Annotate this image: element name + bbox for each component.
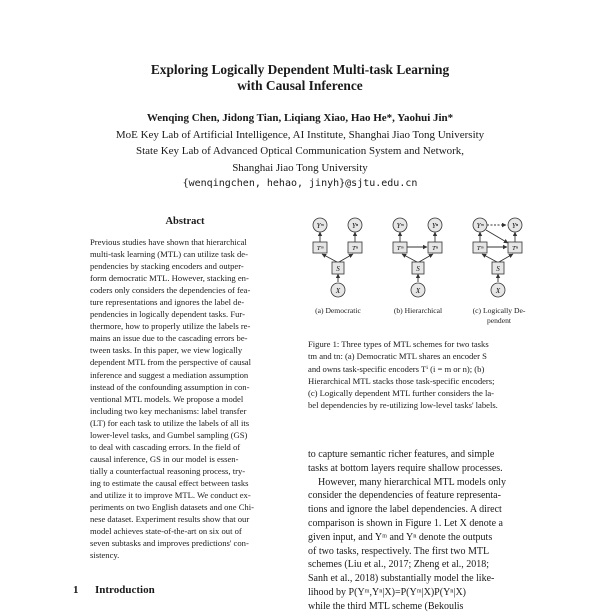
abstract-line-25: model achieves state-of-the-art on six out of: [90, 526, 242, 537]
s-label-b: S: [416, 265, 420, 273]
abstract-heading: Abstract: [165, 216, 205, 227]
body-line-6: comparison is shown in Figure 1. Let X denote a: [308, 517, 503, 529]
abstract-line-16: (LT) for each task to utilize the labels of all its: [90, 417, 250, 428]
affiliation-line-3: Shanghai Jiao Tong University: [232, 161, 368, 174]
body-text-right-column: [308, 448, 533, 614]
subfigure-label-a: (a) Democratic: [315, 306, 361, 315]
body-line-12: while the third MTL scheme (Bekoulis: [308, 600, 464, 612]
abstract-line-10: tween tasks. In this paper, we view logically: [90, 345, 243, 356]
body-line-5: tions and ignore the label dependencies. A direct: [308, 504, 502, 516]
caption-line-6: bel dependencies by re-utilizing low-level tasks' labels.: [308, 400, 498, 411]
abstract-line-2: multi-task learning (MTL) can utilize task de-: [90, 249, 248, 260]
body-line-8: of two tasks, respectively. The first two MTL: [308, 545, 490, 557]
body-line-2: tasks at bottom layers require shallow processes.: [308, 462, 503, 474]
caption-line-4: Hierarchical MTL stacks those task-specific encoders;: [308, 375, 495, 386]
ym-label-a: Yᵐ: [316, 222, 324, 230]
affiliation-line-1: MoE Key Lab of Artificial Intelligence, AI Institute, Shanghai Jiao Tong University: [115, 128, 485, 141]
abstract-line-26: seven subtasks and improves predictions' con-: [90, 538, 249, 549]
abstract-line-23: periments on two English datasets and one Chi-: [90, 502, 254, 513]
yn-label-c: Yⁿ: [511, 222, 519, 230]
ym-label-c: Yᵐ: [476, 222, 484, 230]
caption-line-1: Figure 1: Three types of MTL schemes for two tasks: [308, 339, 489, 349]
abstract-line-22: and utilize it to improve MTL. We conduct ex-: [90, 489, 251, 500]
ym-label-b: Yᵐ: [396, 222, 404, 230]
paper-title: [0, 62, 600, 94]
abstract-line-7: pendencies in logically dependent tasks. Fur-: [90, 309, 245, 320]
x-label-a: X: [335, 287, 341, 295]
subfigure-hierarchical: [393, 218, 442, 297]
abstract-line-24: nese dataset. Experiment results show that our: [90, 514, 250, 525]
abstract-line-5: coders only considers the dependencies of fea-: [90, 285, 251, 296]
abstract-line-4: form democratic MTL. However, stacking en-: [90, 273, 249, 284]
section-heading: [73, 584, 155, 596]
abstract-line-20: tially a counterfactual reasoning process, try-: [90, 465, 246, 476]
abstract-body: [90, 236, 280, 561]
caption-line-2: tm and tn: (a) Democratic MTL shares an encoder S: [308, 351, 487, 362]
tm-label-c: Tᵐ: [476, 245, 484, 252]
s-label-c: S: [496, 265, 500, 273]
tn-label-c: Tⁿ: [512, 245, 518, 252]
figure-1: [308, 214, 530, 332]
s-label-a: S: [336, 265, 340, 273]
title-line-1: Exploring Logically Dependent Multi-task Learning: [150, 62, 450, 77]
abstract-line-13: instead of the confounding assumption in con-: [90, 381, 250, 392]
body-line-1: to capture semantic richer features, and simple: [308, 449, 495, 460]
yn-label-a: Yⁿ: [351, 222, 359, 230]
section-number: 1: [73, 584, 79, 596]
abstract-line-6: ture representations and ignores the label de-: [90, 297, 245, 308]
subfigure-democratic: [313, 218, 362, 297]
abstract-line-11: dependent MTL from the perspective of causal: [90, 357, 251, 368]
body-line-3: However, many hierarchical MTL models only: [318, 476, 507, 488]
subfigure-logically-dependent: [473, 218, 522, 297]
author-email: {wenqingchen, hehao, jinyh}@sjtu.edu.cn: [182, 178, 418, 189]
tm-label-b: Tᵐ: [396, 245, 404, 252]
tn-label-a: Tⁿ: [352, 245, 358, 252]
abstract-line-21: ing to estimate the causal effect between tasks: [90, 477, 249, 488]
abstract-line-19: causal inference, GS in our model is essen-: [90, 453, 239, 464]
body-line-11: lihood by P(Yᵐ,Yⁿ|X)=P(Yᵐ|X)P(Yⁿ|X): [308, 586, 466, 598]
tn-label-b: Tⁿ: [432, 245, 438, 252]
abstract-line-14: ventional MTL models. We propose a model: [90, 393, 244, 404]
author-block: [0, 110, 600, 193]
subfigure-label-c-line-1: (c) Logically De-: [472, 306, 526, 315]
caption-line-3: and owns task-specific encoders Tⁱ (i = m or n); (b): [308, 363, 485, 374]
body-line-10: Sanh et al., 2018) substantially model the like-: [308, 573, 495, 585]
section-title: Introduction: [95, 584, 155, 596]
x-label-b: X: [415, 287, 421, 295]
abstract-line-18: to deal with cascading errors. In the field of: [90, 441, 241, 452]
caption-line-5: (c) Logically dependent MTL further considers the la-: [308, 388, 495, 399]
abstract-line-17: lower-level tasks, and Gumbel sampling (GS): [90, 429, 248, 440]
body-line-4: consider the dependencies of feature representa-: [308, 490, 501, 502]
abstract-line-9: mains an issue due to the cascading errors be-: [90, 333, 248, 344]
x-label-c: X: [495, 287, 501, 295]
figure-caption: [308, 338, 530, 412]
abstract-line-1: Previous studies have shown that hierarchical: [90, 237, 247, 247]
body-line-7: given input, and Yᵐ and Yⁿ denote the outputs: [308, 531, 493, 543]
abstract-line-12: inference and suggest a mediation assumption: [90, 369, 249, 380]
yn-label-b: Yⁿ: [431, 222, 439, 230]
title-line-2: with Causal Inference: [237, 78, 363, 93]
author-names: Wenqing Chen, Jidong Tian, Liqiang Xiao, Hao He*, Yaohui Jin*: [146, 112, 454, 124]
subfigure-label-c: [468, 306, 530, 326]
abstract-line-27: sistency.: [90, 550, 120, 561]
body-line-9: schemes (Liu et al., 2017; Zheng et al., 2018;: [308, 559, 490, 571]
subfigure-label-b: (b) Hierarchical: [393, 306, 443, 315]
abstract-line-3: pendencies by stacking encoders and outper-: [90, 261, 244, 272]
abstract-line-15: including two key mechanisms: label transfer: [90, 405, 247, 416]
affiliation-line-2: State Key Lab of Advanced Optical Communication System and Network,: [135, 145, 465, 157]
tm-label-a: Tᵐ: [316, 245, 324, 252]
abstract-line-8: thermore, how to properly utilize the labels re-: [90, 321, 251, 332]
subfigure-label-c-line-2: pendent: [486, 316, 512, 325]
